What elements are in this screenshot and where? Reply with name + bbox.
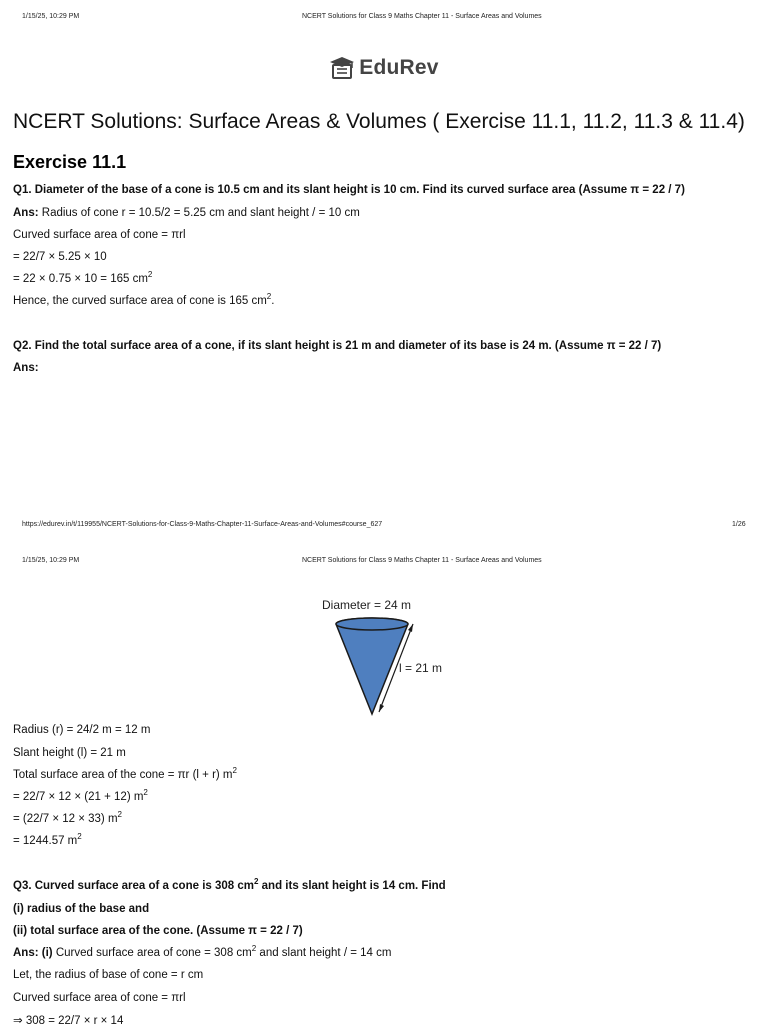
slant-height-label: l = 21 m (399, 661, 443, 675)
q1-answer-line-1 (13, 207, 360, 219)
line-text: = 1244.57 m (13, 835, 78, 847)
q3-answer-line-3: Curved surface area of cone = πrl (13, 992, 186, 1004)
arrow-head-bottom (379, 704, 384, 712)
exponent: 2 (253, 877, 259, 886)
q1-answer-line-4 (13, 270, 153, 285)
exponent: 2 (147, 270, 153, 279)
cone-diagram (316, 596, 466, 720)
header-title: NCERT Solutions for Class 9 Maths Chapter 11 - Surface Areas and Volumes (302, 557, 542, 564)
footer-url[interactable]: https://edurev.in/t/119955/NCERT-Solutions-for-Class-9-Maths-Chapter-11-Surface-Areas-and-Volumes#course_627 (22, 521, 383, 528)
diameter-label: Diameter = 24 m (322, 598, 412, 612)
question-3-part-i: (i) radius of the base and (13, 903, 150, 915)
answer-text: Radius of cone r = 10.5/2 = 5.25 cm and slant height / = 10 cm (38, 207, 360, 219)
exponent: 2 (143, 788, 148, 797)
q2-line-2: Slant height (l) = 21 m (13, 747, 126, 759)
line-text: Q3. Curved surface area of a cone is 308 cm (13, 880, 254, 892)
q1-answer-line-2: Curved surface area of cone = πrl (13, 229, 186, 241)
cone-base (336, 618, 408, 630)
header-datetime: 1/15/25, 10:29 PM (22, 13, 80, 20)
line-text: and slant height / = 14 cm (256, 947, 392, 959)
answer-part-label: (i) (38, 947, 53, 959)
edurev-logo[interactable] (0, 56, 768, 80)
q3-answer-line-2: Let, the radius of base of cone = r cm (13, 969, 204, 981)
header-datetime: 1/15/25, 10:29 PM (22, 557, 80, 564)
q1-answer-line-3: = 22/7 × 5.25 × 10 (13, 251, 107, 263)
question-2: Q2. Find the total surface area of a cone, if its slant height is 21 m and diameter of its base is 24 m. (Assume π = 22 / 7) (13, 340, 662, 352)
graduation-cap-icon (329, 56, 355, 80)
q3-answer-line-4: ⇒ 308 = 22/7 × r × 14 (13, 1015, 124, 1027)
brand-name: EduRev (359, 56, 439, 79)
line-text: Hence, the curved surface area of cone is 165 cm (13, 295, 267, 307)
answer-label: Ans: (13, 207, 39, 219)
line-text: Total surface area of the cone = πr (l + r) m (13, 769, 233, 781)
exponent: 2 (232, 766, 237, 775)
exponent: 2 (266, 292, 272, 301)
q2-line-6 (13, 832, 82, 847)
section-heading: Exercise 11.1 (13, 152, 127, 172)
answer-label: Ans: (13, 947, 39, 959)
q3-answer-line-1 (13, 944, 392, 959)
document-title: NCERT Solutions: Surface Areas & Volumes ( Exercise 11.1, 11.2, 11.3 & 11.4) (13, 110, 745, 133)
arrow-head-top (408, 624, 413, 632)
line-text: . (271, 295, 275, 307)
header-title: NCERT Solutions for Class 9 Maths Chapter 11 - Surface Areas and Volumes (302, 13, 542, 20)
q2-answer-label: Ans: (13, 362, 39, 374)
exponent: 2 (77, 832, 82, 841)
question-3-part-ii: (ii) total surface area of the cone. (Assume π = 22 / 7) (13, 925, 303, 937)
exponent: 2 (117, 810, 123, 819)
q2-line-3 (13, 766, 237, 781)
line-text: = 22 × 0.75 × 10 = 165 cm (13, 273, 148, 285)
q2-line-5 (13, 810, 123, 825)
line-text: = 22/7 × 12 × (21 + 12) m (13, 791, 144, 803)
q1-answer-line-5 (13, 292, 275, 307)
line-text: and its slant height is 14 cm. Find (258, 880, 446, 892)
exponent: 2 (251, 944, 257, 953)
question-1: Q1. Diameter of the base of a cone is 10.5 cm and its slant height is 10 cm. Find its curved surface area (Assume π = 22 / 7) (13, 184, 685, 196)
line-text: = (22/7 × 12 × 33) m (13, 813, 118, 825)
q2-line-4 (13, 788, 148, 803)
question-3 (13, 877, 446, 892)
footer-page-number: 1/26 (732, 521, 746, 528)
q2-line-1: Radius (r) = 24/2 m = 12 m (13, 724, 151, 736)
line-text: Curved surface area of cone = 308 cm (52, 947, 252, 959)
